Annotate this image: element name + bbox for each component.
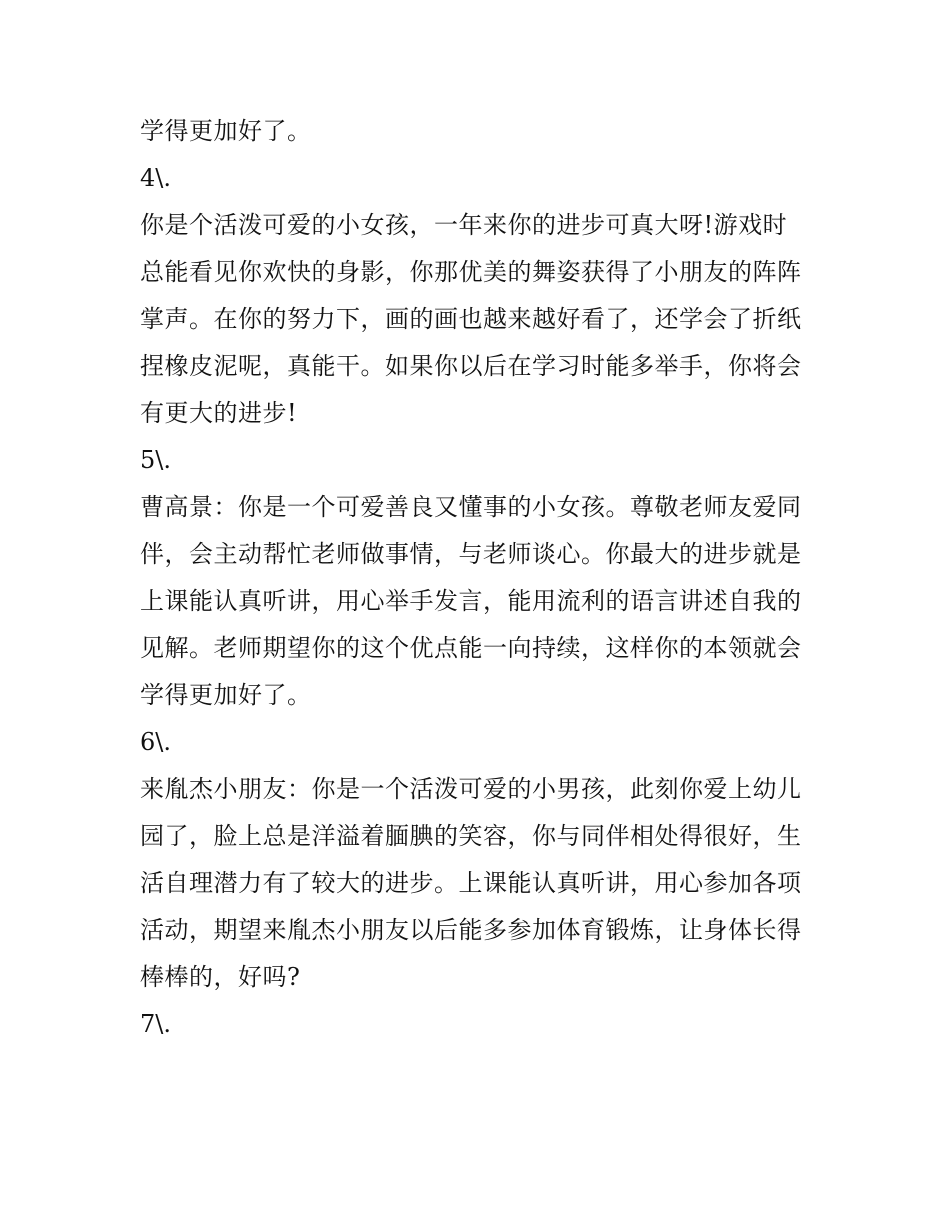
paragraph-line: 有更大的进步! [140, 399, 298, 427]
item-number: 7\. [140, 1010, 171, 1038]
paragraph-line: 活自理潜力有了较大的进步。上课能认真听讲，用心参加各项 [140, 869, 802, 897]
paragraph-line: 捏橡皮泥呢，真能干。如果你以后在学习时能多举手，你将会 [140, 352, 802, 380]
paragraph-line: 见解。老师期望你的这个优点能一向持续，这样你的本领就会 [140, 634, 802, 662]
paragraph-line: 来胤杰小朋友：你是一个活泼可爱的小男孩，此刻你爱上幼儿 [140, 775, 802, 803]
paragraph-line: 掌声。在你的努力下，画的画也越来越好看了，还学会了折纸 [140, 305, 802, 333]
paragraph-line: 学得更加好了。 [140, 117, 312, 145]
item-number: 6\. [140, 728, 171, 756]
paragraph-line: 总能看见你欢快的身影，你那优美的舞姿获得了小朋友的阵阵 [140, 258, 802, 286]
paragraph-line: 你是个活泼可爱的小女孩，一年来你的进步可真大呀!游戏时 [140, 211, 788, 239]
paragraph-line: 伴，会主动帮忙老师做事情，与老师谈心。你最大的进步就是 [140, 540, 802, 568]
item-number: 5\. [140, 446, 171, 474]
item-number: 4\. [140, 164, 171, 192]
paragraph-line: 园了，脸上总是洋溢着腼腆的笑容，你与同伴相处得很好，生 [140, 822, 802, 850]
paragraph-line: 曹高景：你是一个可爱善良又懂事的小女孩。尊敬老师友爱同 [140, 493, 802, 521]
paragraph-line: 学得更加好了。 [140, 681, 312, 709]
document-page [140, 108, 820, 1048]
paragraph-line: 棒棒的，好吗? [140, 963, 301, 991]
paragraph-line: 上课能认真听讲，用心举手发言，能用流利的语言讲述自我的 [140, 587, 802, 615]
paragraph-line: 活动，期望来胤杰小朋友以后能多参加体育锻炼，让身体长得 [140, 916, 802, 944]
